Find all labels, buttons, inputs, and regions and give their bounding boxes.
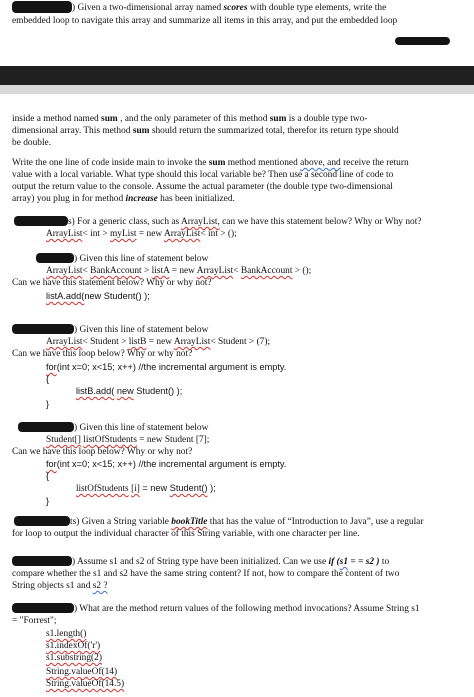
paragraph-2-line-4: array) you plug in for method increase has been initialized. xyxy=(12,194,235,204)
paragraph-2-line-1: Write the one line of code inside main to invoke the sum method mentioned above, and receive the return xyxy=(12,158,409,168)
question-5-open-brace: { xyxy=(46,471,50,481)
method-invocation-item: s1.length() xyxy=(46,629,87,639)
paragraph-2-line-2: value with a local variable. What type should this local variable be? Then use a second line of code to xyxy=(12,170,394,180)
question-4-loop-body: listB.add( new Student() ); xyxy=(76,386,183,396)
question-4-for-loop: for(int x=0; x<15; x++) //the incremental argument is empty. xyxy=(46,362,287,372)
redaction-mark xyxy=(14,516,70,526)
question-8-line-2: = "Forrest"; xyxy=(12,616,57,626)
method-invocation-item: String.valueOf(14) xyxy=(46,667,118,677)
question-2-line-1: s) For a generic class, such as ArrayList, can we have this statement below? Why or Why not? xyxy=(68,217,422,227)
redaction-mark xyxy=(395,37,450,45)
question-5-code: Student[] listOfStudents = new Student [7]; xyxy=(46,435,210,445)
question-5-for-loop: for(int x=0; x<15; x++) //the incremental argument is empty. xyxy=(46,459,287,469)
question-4-close-brace: } xyxy=(46,399,50,409)
paragraph-2-line-3: output the return value to the console. Assume the actual parameter (the double type two-dimensional xyxy=(12,182,393,192)
method-invocation-item: s1.indexOf('r') xyxy=(46,641,101,651)
method-invocation-item: s1.substring(2) xyxy=(46,653,102,663)
question-3-code-2: listA.add(new Student() ); xyxy=(46,291,150,301)
question-5-line-3: Can we have this loop below? Why or why not? xyxy=(12,447,193,457)
question-3-line-1: ) Given this line of statement below xyxy=(74,254,209,264)
question-5-loop-body: listOfStudents [i] = new Student() ); xyxy=(76,483,216,493)
method-invocation-item: String.valueOf(14.5) xyxy=(46,679,125,689)
redaction-mark xyxy=(12,603,74,613)
question-6-line-1: ts) Given a String variable bookTitle that has the value of “Introduction to Java”, use a regular xyxy=(70,517,424,527)
page-break-bar xyxy=(0,66,474,85)
paragraph-1-line-1: inside a method named sum , and the only parameter of this method sum is a double type two- xyxy=(12,114,368,124)
question-3-code: ArrayList< BankAccount > listA = new ArrayList< BankAccount > (); xyxy=(46,266,312,276)
question-1-line-2: embedded loop to navigate this array and summarize all items in this array, and put the embedded loop xyxy=(12,16,398,26)
question-4-line-1: ) Given this line of statement below xyxy=(74,325,209,335)
question-5-line-1: ) Given this line of statement below xyxy=(74,423,209,433)
redaction-mark xyxy=(36,253,74,263)
question-3-line-3: Can we have this statement below? Why or why not? xyxy=(12,278,212,288)
question-5-close-brace: } xyxy=(46,496,50,506)
question-7-line-2: compare whether the s1 and s2 have the same string content? If not, how to compare the content of two xyxy=(12,569,400,579)
question-8-line-1: ) What are the method return values of the following method invocations? Assume String s1 xyxy=(74,604,420,614)
redaction-mark xyxy=(12,556,72,566)
question-1-line-1: ) Given a two-dimensional array named scores with double type elements, write the xyxy=(72,3,387,13)
redaction-mark xyxy=(12,324,74,334)
question-4-line-3: Can we have this loop below? Why or why not? xyxy=(12,349,193,359)
question-2-code: ArrayList< int > myList = new ArrayList< int > (); xyxy=(46,229,237,239)
question-4-open-brace: { xyxy=(46,374,50,384)
question-6-line-2: for loop to output the individual character of this String variable, with one character per line. xyxy=(12,529,360,539)
paragraph-1-line-2: dimensional array. This method sum should return the summarized total, therefor its return type should xyxy=(12,126,399,136)
question-4-code: ArrayList< Student > listB = new ArrayList< Student > (7); xyxy=(46,337,271,347)
redaction-mark xyxy=(12,1,72,13)
question-7-line-3: String objects s1 and s2 ? xyxy=(12,581,108,591)
redaction-mark xyxy=(18,422,74,432)
redaction-mark xyxy=(14,216,68,226)
page-gap xyxy=(0,85,474,94)
question-7-line-1: ) Assume s1 and s2 of String type have been initialized. Can we use if (s1 = = s2 ) to xyxy=(72,557,390,567)
scores-variable: scores xyxy=(223,3,248,13)
paragraph-1-line-3: be double. xyxy=(12,138,52,148)
